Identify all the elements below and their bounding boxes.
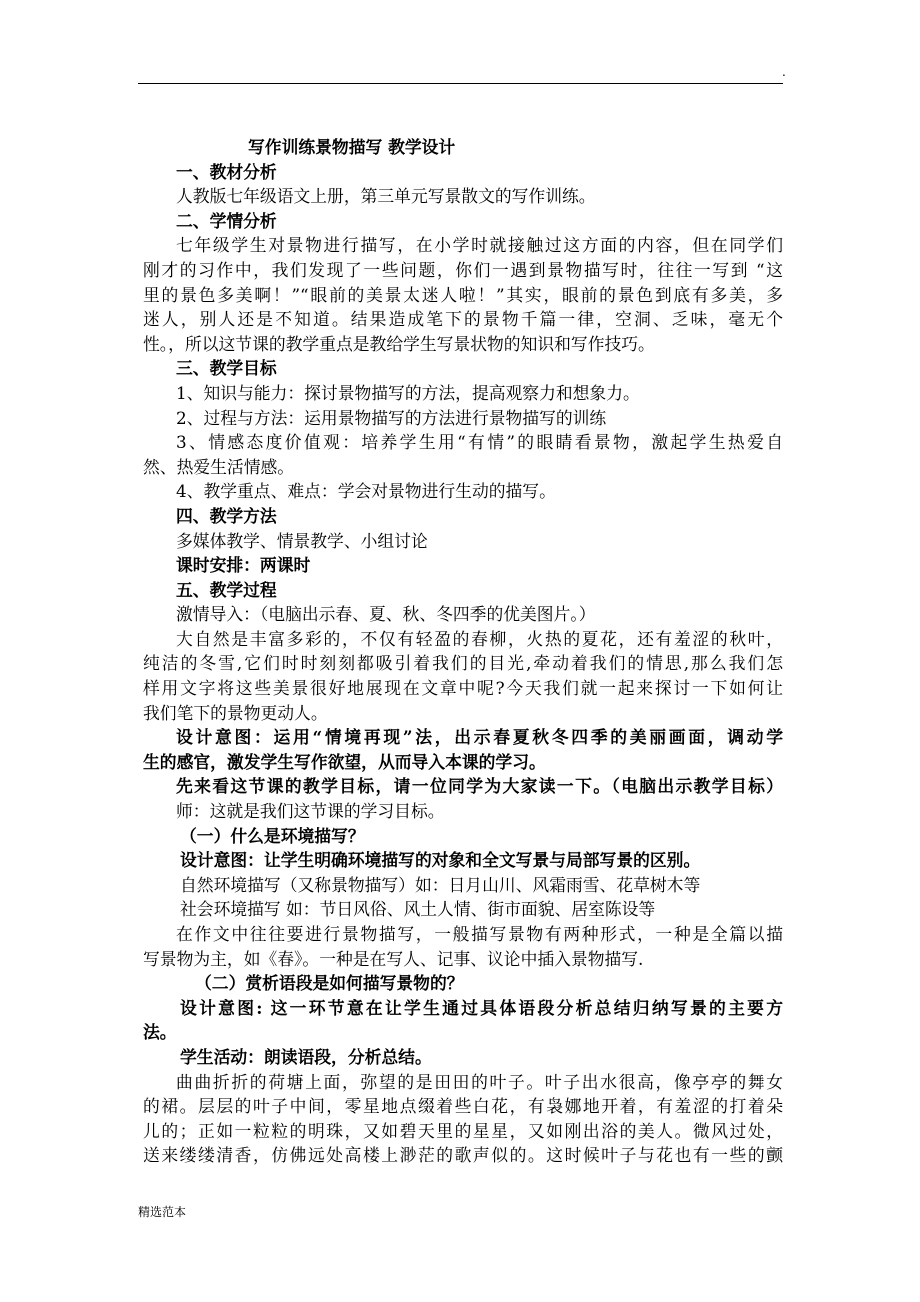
- paragraph-line: 儿的；正如一粒粒的明珠，又如碧天里的星星，又如刚出浴的美人。微风过处，: [143, 1120, 783, 1141]
- paragraph-line: 写景物为主，如《春》。一种是在写人、记事、议论中插入景物描写.: [143, 948, 644, 969]
- design-intent: 生的感官，激发学生写作欲望，从而导入本课的学习。: [143, 751, 546, 772]
- paragraph-line: 七年级学生对景物进行描写，在小学时就接触过这方面的内容，但在同学们: [176, 235, 783, 256]
- paragraph-line: 迷人，别人还是不知道。结果造成笔下的景物千篇一律，空洞、乏味，毫无个: [143, 309, 783, 330]
- paragraph-line: 的裙。层层的叶子中间，零星地点缀着些白花，有袅娜地开着，有羞涩的打着朵: [143, 1096, 783, 1117]
- subheading-appreciation: （二）赏析语段是如何描写景物的？: [195, 973, 464, 994]
- paragraph-line: 大自然是丰富多彩的，不仅有轻盈的春柳，火热的夏花，还有羞涩的秋叶，: [176, 628, 783, 649]
- student-activity: 学生活动：朗读语段，分析总结。: [180, 1046, 432, 1067]
- paragraph-line: 激情导入：（电脑出示春、夏、秋、冬四季的优美图片。）: [176, 604, 596, 625]
- header-rule: [138, 83, 783, 84]
- heading-teaching-goals: 三、教学目标: [176, 358, 277, 379]
- paragraph-line: 纯洁的冬雪,它们时时刻刻都吸引着我们的目光,牵动着我们的情思,那么我们怎: [143, 653, 783, 674]
- paragraph-line: 刚才的习作中，我们发现了一些问题，你们一遇到景物描写时，往往一写到 “这: [143, 259, 783, 280]
- paragraph-line: 性。，所以这节课的教学重点是教给学生写景状物的知识和写作技巧。: [143, 333, 655, 354]
- header-dot: .: [782, 65, 786, 79]
- heading-teaching-process: 五、教学过程: [176, 579, 277, 600]
- document-body: [143, 135, 783, 1168]
- list-item: 2、过程与方法：运用景物描写的方法进行景物描写的训练: [176, 407, 607, 428]
- list-item: 4、教学重点、难点：学会对景物进行生动的描写。: [176, 481, 556, 502]
- paragraph-line: 曲曲折折的荷塘上面，弥望的是田田的叶子。叶子出水很高，像亭亭的舞女: [176, 1071, 783, 1092]
- doc-title: 写作训练景物描写 教学设计: [248, 137, 456, 157]
- paragraph-line: 然、热爱生活情感。: [143, 456, 295, 477]
- paragraph-line: 先来看这节课的教学目标，请一位同学为大家读一下。（电脑出示教学目标）: [176, 776, 783, 797]
- subheading-environment: （一）什么是环境描写？: [180, 825, 365, 846]
- paragraph-line: 人教版七年级语文上册，第三单元写景散文的写作训练。: [176, 186, 596, 207]
- heading-teaching-methods: 四、教学方法: [176, 505, 277, 526]
- design-intent: 设计意图：运用“情境再现”法，出示春夏秋冬四季的美丽画面，调动学: [176, 727, 783, 748]
- paragraph-line: 师：这就是我们这节课的学习目标。: [176, 801, 445, 822]
- design-intent: 设计意图：让学生明确环境描写的对象和全文写景与局部写景的区别。: [180, 850, 701, 871]
- paragraph-line: 里的景色多美啊！”“眼前的美景太迷人啦！”其实，眼前的景色到底有多美，多: [143, 284, 783, 305]
- heading-student-analysis: 二、学情分析: [176, 210, 277, 231]
- paragraph-line: 样用文字将这些美景很好地展现在文章中呢?今天我们就一起来探讨一下如何让: [143, 678, 783, 699]
- heading-textbook-analysis: 一、教材分析: [176, 161, 277, 182]
- list-item: 1、知识与能力：探讨景物描写的方法，提高观察力和想象力。: [176, 382, 640, 403]
- paragraph-line: 我们笔下的景物更动人。: [143, 702, 328, 723]
- paragraph-line: 自然环境描写（又称景物描写）如：日月山川、风霜雨雪、花草树木等: [180, 874, 701, 895]
- paragraph-line: 送来缕缕清香，仿佛远处高楼上渺茫的歌声似的。这时候叶子与花也有一些的颤: [143, 1145, 783, 1166]
- paragraph-line: 法。: [143, 1022, 177, 1043]
- paragraph-line: 多媒体教学、情景教学、小组讨论: [176, 530, 428, 551]
- paragraph-line: 在作文中往往要进行景物描写，一般描写景物有两种形式，一种是全篇以描: [176, 924, 783, 944]
- paragraph-line: 社会环境描写 如：节日风俗、风土人情、街市面貌、居室陈设等: [180, 899, 656, 920]
- footer-text: 精选范本: [138, 1205, 187, 1219]
- list-item: 3、情感态度价值观：培养学生用“有情”的眼睛看景物，激起学生热爱自: [176, 432, 783, 453]
- class-hours: 课时安排：两课时: [176, 555, 311, 576]
- design-intent: 设计意图: 这一环节意在让学生通过具体语段分析总结归纳写景的主要方: [180, 997, 783, 1018]
